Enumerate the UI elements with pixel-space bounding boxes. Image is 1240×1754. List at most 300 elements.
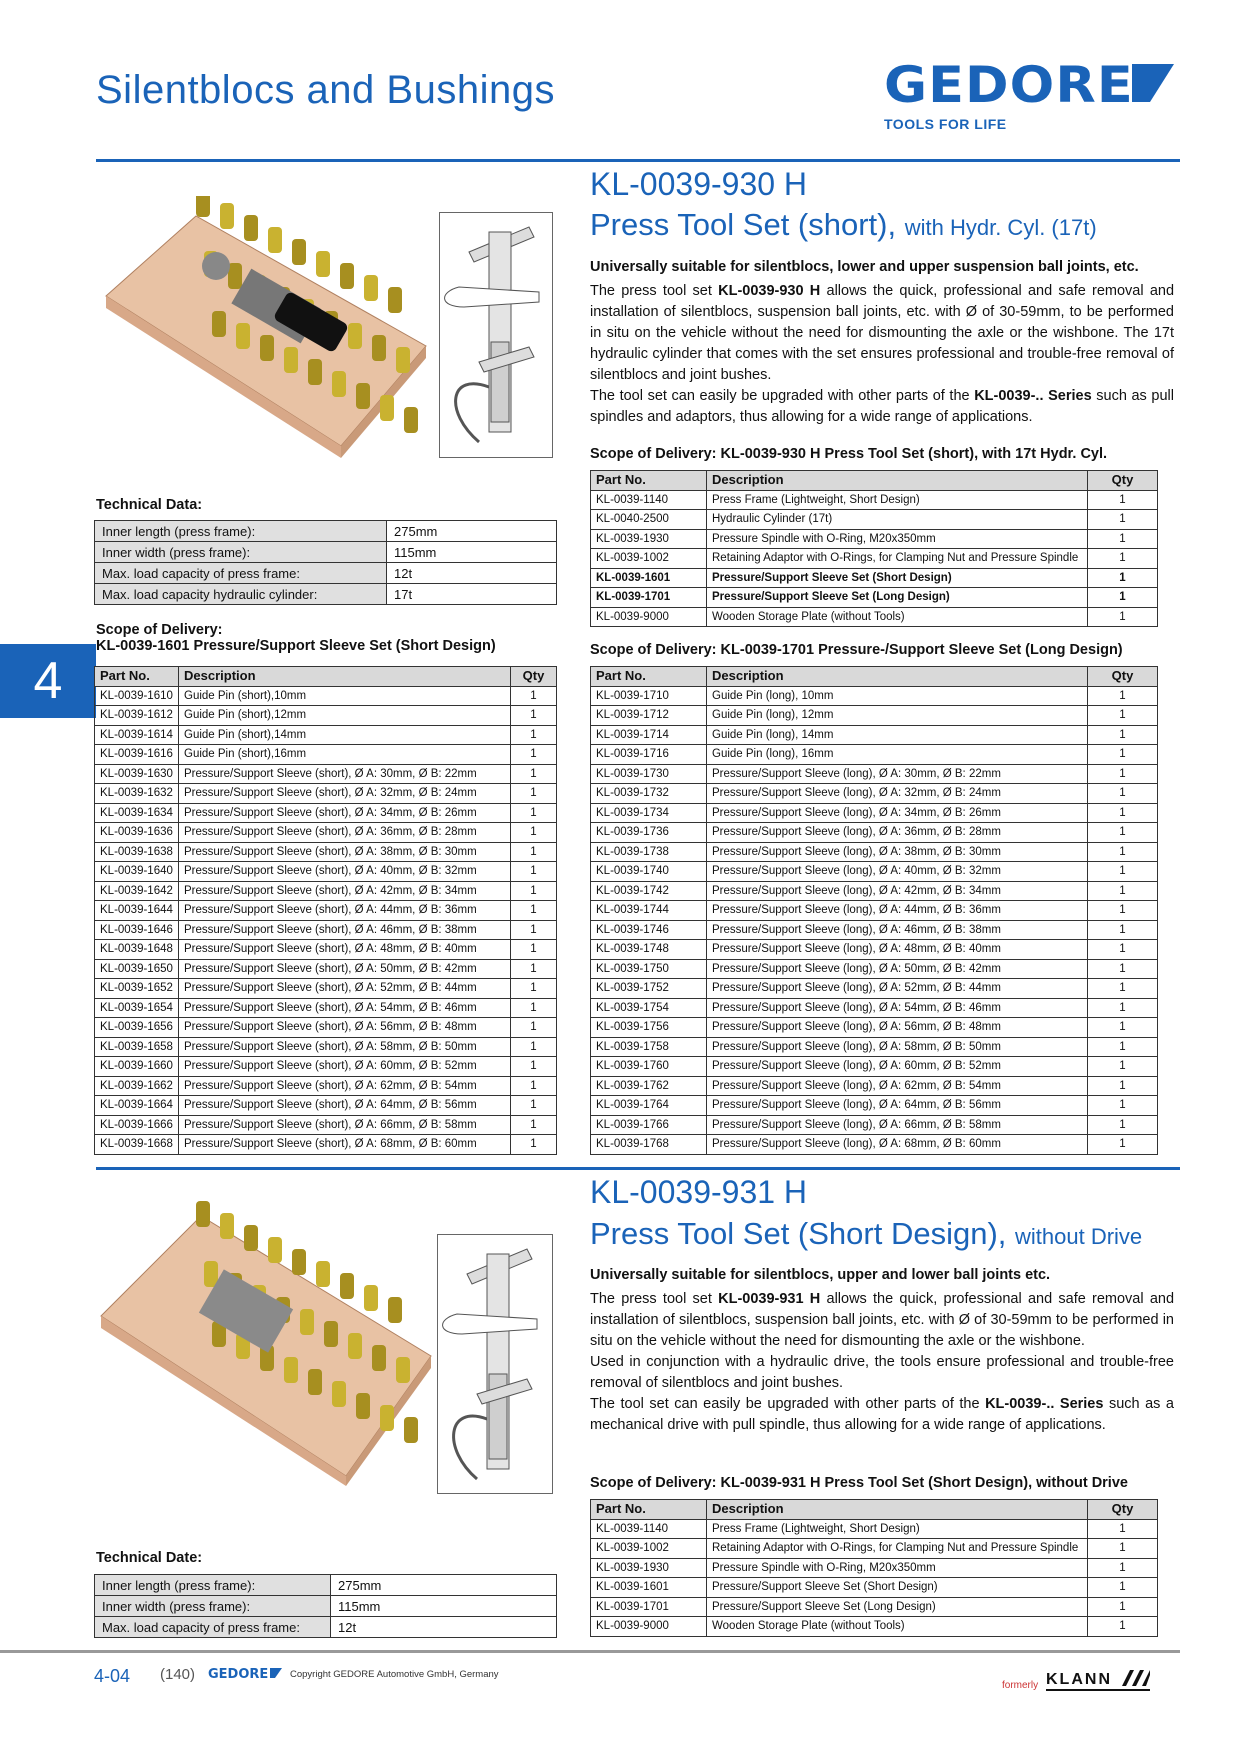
part-number-cell: KL-0039-1640	[95, 862, 179, 882]
sleeve-shape	[380, 1405, 394, 1431]
description-cell: Pressure/Support Sleeve (long), Ø A: 48mm, Ø B: 40mm	[707, 940, 1088, 960]
description-cell: Pressure/Support Sleeve (short), Ø A: 34mm, Ø B: 26mm	[179, 803, 511, 823]
table-row	[95, 1115, 557, 1135]
table-row	[95, 725, 557, 745]
part-number-cell: KL-0039-1634	[95, 803, 179, 823]
table-row	[591, 764, 1158, 784]
tech-label: Inner width (press frame):	[95, 1596, 331, 1617]
footer-divider	[0, 1650, 1180, 1653]
klann-stripes-icon	[1116, 1670, 1150, 1686]
part-number-cell: KL-0039-1756	[591, 1018, 707, 1038]
footer-brand	[208, 1667, 282, 1682]
table-row	[95, 1096, 557, 1116]
sleeve-shape	[228, 263, 242, 289]
qty-cell: 1	[1088, 1057, 1158, 1077]
short-set-title	[96, 622, 496, 654]
product-lead-930: Universally suitable for silentblocs, lower and upper suspension ball joints, etc.	[590, 259, 1139, 275]
table-row	[591, 881, 1158, 901]
description-cell: Pressure/Support Sleeve (long), Ø A: 38mm, Ø B: 30mm	[707, 842, 1088, 862]
description-cell: Pressure/Support Sleeve (short), Ø A: 64mm, Ø B: 56mm	[179, 1096, 511, 1116]
qty-cell: 1	[1088, 706, 1158, 726]
tech-value: 115mm	[387, 542, 557, 563]
col-header: Description	[707, 471, 1088, 491]
description-cell: Pressure/Support Sleeve (long), Ø A: 30mm, Ø B: 22mm	[707, 764, 1088, 784]
part-number-cell: KL-0039-1601	[591, 568, 707, 588]
section-divider	[96, 1167, 1180, 1170]
table-row	[591, 1115, 1158, 1135]
table-row	[591, 940, 1158, 960]
part-number-cell: KL-0039-1748	[591, 940, 707, 960]
sleeve-shape	[260, 335, 274, 361]
part-number-cell: KL-0039-1002	[591, 549, 707, 569]
qty-cell: 1	[1088, 607, 1158, 627]
qty-cell: 1	[511, 1076, 557, 1096]
tech-label: Inner length (press frame):	[95, 1575, 331, 1596]
product-number-930: KL-0039-930 H	[590, 166, 808, 202]
description-cell: Pressure/Support Sleeve Set (Short Design)	[707, 568, 1088, 588]
tech-label: Max. load capacity of press frame:	[95, 1617, 331, 1638]
description-cell: Guide Pin (long), 10mm	[707, 686, 1088, 706]
page-number-alt: (140)	[160, 1666, 196, 1683]
tech-data-title-930: Technical Data:	[96, 497, 203, 513]
part-number-cell: KL-0039-1636	[95, 823, 179, 843]
description-cell: Pressure/Support Sleeve (short), Ø A: 54mm, Ø B: 46mm	[179, 998, 511, 1018]
description-cell: Pressure/Support Sleeve (long), Ø A: 68mm, Ø B: 60mm	[707, 1135, 1088, 1155]
desc-text: allows the quick, professional and safe removal and installation of silentblocs, suspension ball joints, etc. with Ø of 30-59mm, to be performed in situ on the vehicle without the need for dismounting the axle or the wishbone. The 17t hydraulic cylinder that comes with the set ensures professional and trouble-free removal of silentblocs and joint bushes.	[590, 283, 1175, 383]
product-name-sub: with Hydr. Cyl. (17t)	[904, 215, 1097, 240]
part-number-cell: KL-0039-1658	[95, 1037, 179, 1057]
table-row	[95, 1135, 557, 1155]
qty-cell: 1	[1088, 529, 1158, 549]
part-number-cell: KL-0039-1666	[95, 1115, 179, 1135]
sleeve-shape	[396, 347, 410, 373]
table-row	[591, 706, 1158, 726]
sleeve-shape	[388, 1297, 402, 1323]
table-row	[591, 1558, 1158, 1578]
qty-cell: 1	[1088, 549, 1158, 569]
qty-cell: 1	[1088, 1076, 1158, 1096]
table-row	[95, 862, 557, 882]
sleeve-shape	[380, 395, 394, 421]
qty-cell: 1	[1088, 1578, 1158, 1598]
tech-label: Inner length (press frame):	[95, 521, 387, 542]
klann-logo	[1046, 1670, 1150, 1691]
tech-row	[95, 521, 557, 542]
sleeve-shape	[244, 1225, 258, 1251]
description-cell: Pressure/Support Sleeve (long), Ø A: 34mm, Ø B: 26mm	[707, 803, 1088, 823]
description-cell: Pressure/Support Sleeve (short), Ø A: 66mm, Ø B: 58mm	[179, 1115, 511, 1135]
product-description-931	[590, 1289, 1174, 1436]
product-name-sub: without Drive	[1015, 1224, 1143, 1249]
sleeve-shape	[308, 1369, 322, 1395]
qty-cell: 1	[511, 901, 557, 921]
footer-brand-text: GEDORE	[208, 1667, 269, 1682]
qty-cell: 1	[511, 764, 557, 784]
qty-cell: 1	[511, 920, 557, 940]
sleeve-shape	[236, 323, 250, 349]
description-cell: Pressure/Support Sleeve (short), Ø A: 68mm, Ø B: 60mm	[179, 1135, 511, 1155]
part-number-cell: KL-0039-1612	[95, 706, 179, 726]
qty-cell: 1	[1088, 1617, 1158, 1637]
tech-data-table-931	[94, 1574, 557, 1638]
table-row	[591, 725, 1158, 745]
tech-value: 12t	[331, 1617, 557, 1638]
qty-cell: 1	[511, 1135, 557, 1155]
description-cell: Guide Pin (short),14mm	[179, 725, 511, 745]
sleeve-shape	[364, 1285, 378, 1311]
chapter-tab: 4	[0, 644, 96, 718]
qty-cell: 1	[1088, 979, 1158, 999]
qty-cell: 1	[1088, 901, 1158, 921]
description-cell: Guide Pin (short),10mm	[179, 686, 511, 706]
col-header: Part No.	[591, 1500, 707, 1520]
tech-row	[95, 542, 557, 563]
description-cell: Pressure/Support Sleeve (long), Ø A: 54mm, Ø B: 46mm	[707, 998, 1088, 1018]
sleeve-shape	[284, 347, 298, 373]
table-row	[591, 842, 1158, 862]
table-row	[591, 549, 1158, 569]
part-number-cell: KL-0039-1710	[591, 686, 707, 706]
description-cell: Pressure/Support Sleeve (short), Ø A: 42mm, Ø B: 34mm	[179, 881, 511, 901]
part-number-cell: KL-0039-9000	[591, 607, 707, 627]
scope-table-930	[590, 470, 1158, 627]
product-name-930	[590, 207, 1097, 243]
description-cell: Pressure Spindle with O-Ring, M20x350mm	[707, 1558, 1088, 1578]
short-set-table	[94, 666, 557, 1155]
part-number-cell: KL-0039-1644	[95, 901, 179, 921]
table-row	[95, 1076, 557, 1096]
qty-cell: 1	[511, 706, 557, 726]
qty-cell: 1	[511, 881, 557, 901]
table-row	[95, 784, 557, 804]
table-row	[591, 901, 1158, 921]
table-row	[591, 568, 1158, 588]
table-row	[591, 1519, 1158, 1539]
product-number-931: KL-0039-931 H	[590, 1174, 808, 1210]
col-header: Part No.	[95, 667, 179, 687]
part-number-cell: KL-0039-1766	[591, 1115, 707, 1135]
desc-text: The tool set can easily be upgraded with other parts of the	[590, 388, 975, 404]
sleeve-shape	[348, 1333, 362, 1359]
table-row	[591, 1597, 1158, 1617]
tech-value: 275mm	[331, 1575, 557, 1596]
sleeve-shape	[404, 407, 418, 433]
description-cell: Pressure/Support Sleeve (long), Ø A: 50mm, Ø B: 42mm	[707, 959, 1088, 979]
desc-text: The press tool set	[590, 1291, 719, 1307]
qty-cell: 1	[511, 745, 557, 765]
description-cell: Press Frame (Lightweight, Short Design)	[707, 490, 1088, 510]
table-row	[591, 529, 1158, 549]
table-row	[591, 1617, 1158, 1637]
tech-label: Max. load capacity of press frame:	[95, 563, 387, 584]
table-row	[591, 686, 1158, 706]
description-cell: Pressure/Support Sleeve (long), Ø A: 66mm, Ø B: 58mm	[707, 1115, 1088, 1135]
qty-cell: 1	[511, 1057, 557, 1077]
sleeve-shape	[292, 239, 306, 265]
sleeve-shape	[372, 335, 386, 361]
part-number-cell: KL-0039-1601	[591, 1578, 707, 1598]
part-number-cell: KL-0039-1752	[591, 979, 707, 999]
qty-cell: 1	[1088, 1096, 1158, 1116]
table-row	[95, 1037, 557, 1057]
table-row	[591, 1037, 1158, 1057]
qty-cell: 1	[511, 959, 557, 979]
table-row	[95, 764, 557, 784]
description-cell: Pressure/Support Sleeve Set (Long Design)	[707, 1597, 1088, 1617]
product-lead-931: Universally suitable for silentblocs, upper and lower ball joints etc.	[590, 1267, 1051, 1283]
desc-text: such as pull spindles and adaptors, thus allowing for a wide range of applications.	[590, 388, 1174, 425]
long-set-table	[590, 666, 1158, 1155]
qty-cell: 1	[1088, 940, 1158, 960]
description-cell: Pressure/Support Sleeve (long), Ø A: 60mm, Ø B: 52mm	[707, 1057, 1088, 1077]
qty-cell: 1	[511, 784, 557, 804]
sleeve-shape	[340, 263, 354, 289]
description-cell: Pressure/Support Sleeve (long), Ø A: 58mm, Ø B: 50mm	[707, 1037, 1088, 1057]
description-cell: Pressure/Support Sleeve (short), Ø A: 60mm, Ø B: 52mm	[179, 1057, 511, 1077]
qty-cell: 1	[1088, 568, 1158, 588]
qty-cell: 1	[511, 823, 557, 843]
part-number-cell: KL-0039-1610	[95, 686, 179, 706]
qty-cell: 1	[1088, 588, 1158, 608]
table-row	[95, 842, 557, 862]
qty-cell: 1	[1088, 1037, 1158, 1057]
col-header: Qty	[1088, 667, 1158, 687]
description-cell: Pressure/Support Sleeve (long), Ø A: 64mm, Ø B: 56mm	[707, 1096, 1088, 1116]
sleeve-shape	[372, 1345, 386, 1371]
qty-cell: 1	[1088, 1558, 1158, 1578]
sleeve-shape	[396, 1357, 410, 1383]
part-number-cell: KL-0039-1744	[591, 901, 707, 921]
qty-cell: 1	[1088, 823, 1158, 843]
desc-bold: KL-0039-.. Series	[974, 388, 1092, 404]
description-cell: Retaining Adaptor with O-Rings, for Clamping Nut and Pressure Spindle	[707, 549, 1088, 569]
table-row	[591, 1578, 1158, 1598]
table-row	[591, 920, 1158, 940]
tech-label: Max. load capacity hydraulic cylinder:	[95, 584, 387, 605]
qty-cell: 1	[1088, 1597, 1158, 1617]
table-row	[95, 803, 557, 823]
tech-data-title-931: Technical Date:	[96, 1550, 203, 1566]
part-number-cell: KL-0039-1652	[95, 979, 179, 999]
qty-cell: 1	[1088, 490, 1158, 510]
brand-tagline: TOOLS FOR LIFE	[884, 116, 1007, 132]
qty-cell: 1	[1088, 803, 1158, 823]
desc-text: allows the quick, professional and safe removal and installation of silentblocs, suspension ball joints, etc. with Ø of 30-59mm to be performed in situ on the vehicle without the need for dismounting the axle or the wishbone.	[590, 1291, 1175, 1349]
description-cell: Wooden Storage Plate (without Tools)	[707, 607, 1088, 627]
table-row	[591, 510, 1158, 530]
description-cell: Guide Pin (short),12mm	[179, 706, 511, 726]
copyright: Copyright GEDORE Automotive GmbH, Germany	[290, 1669, 499, 1680]
diagram-931	[437, 1234, 553, 1494]
short-set-title-line1: Scope of Delivery:	[96, 622, 223, 638]
part-number-cell: KL-0039-1764	[591, 1096, 707, 1116]
tech-row	[95, 1575, 557, 1596]
tech-row	[95, 1596, 557, 1617]
part-number-cell: KL-0039-1768	[591, 1135, 707, 1155]
klann-logo-text: KLANN	[1046, 1671, 1112, 1688]
description-cell: Press Frame (Lightweight, Short Design)	[707, 1519, 1088, 1539]
col-header: Part No.	[591, 471, 707, 491]
sleeve-shape	[316, 251, 330, 277]
product-photo-931	[96, 1196, 436, 1486]
part-number-cell: KL-0039-1760	[591, 1057, 707, 1077]
scope-title-931: Scope of Delivery: KL-0039-931 H Press Tool Set (Short Design), without Drive	[590, 1475, 1128, 1491]
sleeve-shape	[284, 1357, 298, 1383]
table-row	[95, 920, 557, 940]
part-number-cell: KL-0039-1642	[95, 881, 179, 901]
product-description-930	[590, 281, 1174, 428]
description-cell: Retaining Adaptor with O-Rings, for Clamping Nut and Pressure Spindle	[707, 1539, 1088, 1559]
table-row	[591, 588, 1158, 608]
qty-cell: 1	[511, 862, 557, 882]
part-number-cell: KL-0039-1662	[95, 1076, 179, 1096]
qty-cell: 1	[1088, 1539, 1158, 1559]
description-cell: Pressure/Support Sleeve (short), Ø A: 50mm, Ø B: 42mm	[179, 959, 511, 979]
part-number-cell: KL-0039-1140	[591, 490, 707, 510]
sleeve-shape	[332, 1381, 346, 1407]
tech-row	[95, 563, 557, 584]
part-number-cell: KL-0039-9000	[591, 1617, 707, 1637]
brand-flag-icon	[1132, 60, 1174, 106]
table-row	[591, 823, 1158, 843]
footer-brand-flag-icon	[270, 1667, 282, 1679]
table-row	[591, 607, 1158, 627]
part-number-cell: KL-0039-1668	[95, 1135, 179, 1155]
part-number-cell: KL-0039-1750	[591, 959, 707, 979]
description-cell: Pressure/Support Sleeve (short), Ø A: 40mm, Ø B: 32mm	[179, 862, 511, 882]
qty-cell: 1	[1088, 862, 1158, 882]
header-divider	[96, 159, 1180, 162]
qty-cell: 1	[511, 998, 557, 1018]
part-number-cell: KL-0039-1712	[591, 706, 707, 726]
part-number-cell: KL-0039-1746	[591, 920, 707, 940]
description-cell: Guide Pin (short),16mm	[179, 745, 511, 765]
description-cell: Guide Pin (long), 12mm	[707, 706, 1088, 726]
qty-cell: 1	[1088, 784, 1158, 804]
qty-cell: 1	[1088, 1519, 1158, 1539]
sleeve-shape	[268, 227, 282, 253]
table-row	[95, 881, 557, 901]
qty-cell: 1	[511, 1096, 557, 1116]
sleeve-shape	[308, 359, 322, 385]
description-cell: Pressure/Support Sleeve (long), Ø A: 32mm, Ø B: 24mm	[707, 784, 1088, 804]
part-number-cell: KL-0039-1701	[591, 588, 707, 608]
qty-cell: 1	[1088, 1115, 1158, 1135]
description-cell: Pressure/Support Sleeve (long), Ø A: 36mm, Ø B: 28mm	[707, 823, 1088, 843]
description-cell: Pressure/Support Sleeve (long), Ø A: 42mm, Ø B: 34mm	[707, 881, 1088, 901]
description-cell: Pressure/Support Sleeve (short), Ø A: 48mm, Ø B: 40mm	[179, 940, 511, 960]
tech-row	[95, 584, 557, 605]
sleeve-shape	[356, 383, 370, 409]
description-cell: Guide Pin (long), 16mm	[707, 745, 1088, 765]
diagram-930	[439, 212, 553, 458]
table-row	[591, 1096, 1158, 1116]
part-number-cell: KL-0039-1654	[95, 998, 179, 1018]
part-number-cell: KL-0039-1630	[95, 764, 179, 784]
table-row	[591, 490, 1158, 510]
description-cell: Pressure/Support Sleeve (short), Ø A: 44mm, Ø B: 36mm	[179, 901, 511, 921]
part-number-cell: KL-0039-1930	[591, 529, 707, 549]
sleeve-shape	[316, 1261, 330, 1287]
page-number: 4-04	[94, 1666, 131, 1686]
scope-table-931	[590, 1499, 1158, 1637]
table-row	[591, 1076, 1158, 1096]
part-number-cell: KL-0039-1714	[591, 725, 707, 745]
sleeve-shape	[356, 1393, 370, 1419]
qty-cell: 1	[1088, 764, 1158, 784]
desc-bold: KL-0039-931 H	[718, 1291, 821, 1307]
sleeve-shape	[348, 323, 362, 349]
desc-text: Used in conjunction with a hydraulic drive, the tools ensure professional and trouble-free removal of silentblocs and joint bushes.	[590, 1354, 1174, 1391]
description-cell: Pressure/Support Sleeve (short), Ø A: 36mm, Ø B: 28mm	[179, 823, 511, 843]
tech-value: 12t	[387, 563, 557, 584]
tech-row	[95, 1617, 557, 1638]
description-cell: Pressure/Support Sleeve (long), Ø A: 44mm, Ø B: 36mm	[707, 901, 1088, 921]
tech-data-table-930	[94, 520, 557, 605]
col-header: Part No.	[591, 667, 707, 687]
part-number-cell: KL-0040-2500	[591, 510, 707, 530]
table-row	[591, 1539, 1158, 1559]
part-number-cell: KL-0039-1716	[591, 745, 707, 765]
table-row	[95, 1057, 557, 1077]
table-row	[591, 979, 1158, 999]
qty-cell: 1	[1088, 959, 1158, 979]
description-cell: Pressure/Support Sleeve (long), Ø A: 40mm, Ø B: 32mm	[707, 862, 1088, 882]
description-cell: Pressure/Support Sleeve (long), Ø A: 62mm, Ø B: 54mm	[707, 1076, 1088, 1096]
table-row	[95, 1018, 557, 1038]
qty-cell: 1	[511, 1018, 557, 1038]
part-number-cell: KL-0039-1732	[591, 784, 707, 804]
part-number-cell: KL-0039-1614	[95, 725, 179, 745]
table-row	[95, 823, 557, 843]
qty-cell: 1	[511, 803, 557, 823]
col-header: Qty	[1088, 1500, 1158, 1520]
part-number-cell: KL-0039-1664	[95, 1096, 179, 1116]
sleeve-shape	[204, 1261, 218, 1287]
table-row	[591, 1057, 1158, 1077]
part-number-cell: KL-0039-1740	[591, 862, 707, 882]
product-name-931	[590, 1216, 1142, 1252]
description-cell: Pressure/Support Sleeve (short), Ø A: 62mm, Ø B: 54mm	[179, 1076, 511, 1096]
table-row	[95, 940, 557, 960]
sleeve-shape	[220, 1213, 234, 1239]
description-cell: Pressure/Support Sleeve (long), Ø A: 56mm, Ø B: 48mm	[707, 1018, 1088, 1038]
short-set-title-line2: KL-0039-1601 Pressure/Support Sleeve Set (Short Design)	[96, 638, 496, 654]
qty-cell: 1	[1088, 725, 1158, 745]
description-cell: Hydraulic Cylinder (17t)	[707, 510, 1088, 530]
qty-cell: 1	[511, 979, 557, 999]
desc-bold: KL-0039-.. Series	[985, 1396, 1104, 1412]
description-cell: Pressure/Support Sleeve (short), Ø A: 30mm, Ø B: 22mm	[179, 764, 511, 784]
tech-value: 17t	[387, 584, 557, 605]
qty-cell: 1	[511, 686, 557, 706]
product-photo-930	[96, 196, 436, 466]
description-cell: Pressure/Support Sleeve (short), Ø A: 38mm, Ø B: 30mm	[179, 842, 511, 862]
col-header: Description	[707, 667, 1088, 687]
part-number-cell: KL-0039-1140	[591, 1519, 707, 1539]
sleeve-shape	[364, 275, 378, 301]
qty-cell: 1	[1088, 510, 1158, 530]
table-row	[591, 1135, 1158, 1155]
tech-label: Inner width (press frame):	[95, 542, 387, 563]
desc-text: The press tool set	[590, 283, 719, 299]
table-row	[591, 998, 1158, 1018]
sleeve-shape	[340, 1273, 354, 1299]
table-row	[95, 998, 557, 1018]
sleeve-shape	[196, 196, 210, 217]
table-row	[591, 784, 1158, 804]
table-row	[95, 745, 557, 765]
